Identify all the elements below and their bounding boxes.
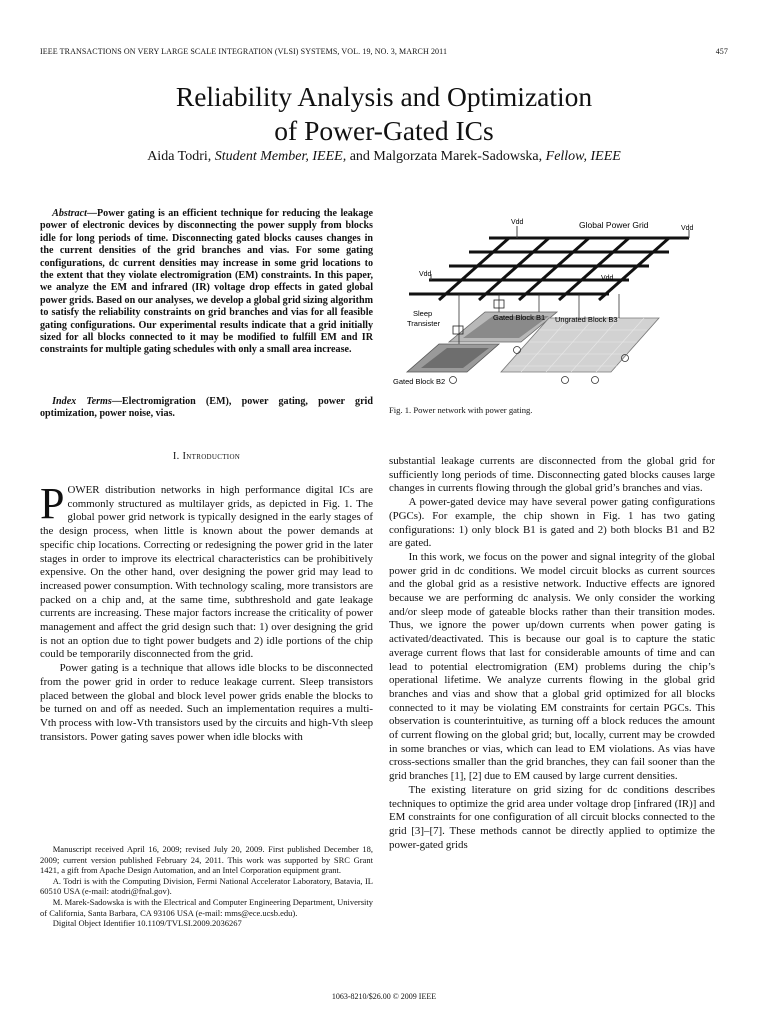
right-paragraph-1: substantial leakage currents are disconnected from the global grid for sufficiently long periods of time. Disconnecting gated blocks causes large changes in currents flowing through the global grid’s branches and vias. bbox=[389, 455, 715, 495]
author-2-name: Malgorzata Marek-Sadowska, bbox=[373, 149, 543, 164]
label-vdd-right: Vdd bbox=[681, 225, 694, 232]
global-power-grid bbox=[409, 238, 689, 300]
index-terms-lead: Index Terms bbox=[52, 396, 112, 407]
author-1-role: Student Member, IEEE, bbox=[214, 149, 347, 164]
title-line-2: of Power-Gated ICs bbox=[274, 115, 494, 146]
title-line-1: Reliability Analysis and Optimization bbox=[175, 81, 593, 112]
page-number: 457 bbox=[715, 47, 728, 56]
label-gated-block-b2: Gated Block B2 bbox=[393, 377, 446, 386]
footnote-doi: Digital Object Identifier 10.1109/TVLSI.2009.2036267 bbox=[52, 918, 242, 929]
intro-paragraph-1 bbox=[40, 479, 373, 662]
introduction-text bbox=[40, 479, 374, 744]
section-title: Introduction bbox=[182, 451, 241, 462]
index-terms bbox=[40, 396, 373, 421]
footnote-author-1: A. Todri is with the Computing Division, Fermi National Accelerator Laboratory, Batavia, IL 60510 USA (e-mail: atodri@fnal.gov). bbox=[40, 875, 373, 897]
index-terms-text: —Electromigration (EM), power gating, power grid optimization, power noise, vias. bbox=[40, 396, 373, 420]
author-list bbox=[0, 149, 768, 165]
intro-paragraph-2: Power gating is a technique that allows idle blocks to be disconnected from the power grid in order to reduce leakage current. Sleep transistors placed between the global and block level power grids enable the blocks to be turned on and off as needed. Such an implementation requires a multi-Vth process with low-Vth transistors used by the circuits and high-Vth sleep transistors. Power gating saves power when idle blocks with bbox=[40, 662, 374, 743]
label-gated-block-b1: Gated Block B1 bbox=[493, 313, 546, 322]
footnote-manuscript: Manuscript received April 16, 2009; revised July 20, 2009. First published December 18, 2009; current version published February 24, 2011. This work was supported by SRC Grant 1421, a gift from Apache Design Automation, and an Intel Corporation equipment grant. bbox=[40, 844, 373, 876]
label-global-power-grid: Global Power Grid bbox=[579, 220, 649, 230]
author-conjunction: and bbox=[349, 149, 370, 164]
label-ungated-block-b3: Ungrated Block B3 bbox=[555, 315, 618, 324]
section-number: I. bbox=[172, 451, 180, 462]
label-vdd-top: Vdd bbox=[511, 219, 524, 226]
footnote-author-2: M. Marek-Sadowska is with the Electrical and Computer Engineering Department, University of California, Santa Barbara, CA 93106 USA (e-mail: mms@ece.ucsb.edu). bbox=[40, 896, 373, 918]
right-paragraph-2: A power-gated device may have several power gating configurations (PGCs). For example, the chip shown in Fig. 1 has two gating configurations: 1) only block B1 is gated and 2) both blocks B1 and B2 are gated. bbox=[389, 496, 715, 550]
copyright-line: 1063-8210/$26.00 © 2009 IEEE bbox=[331, 992, 437, 1001]
right-column-text bbox=[389, 455, 715, 852]
right-paragraph-4: The existing literature on grid sizing for dc conditions describes techniques to optimize the grid area under voltage drop [infrared (IR)] and EM constraints for one configuration of all circuit blocks connected to the grid [3]–[7]. These methods cannot be directly applied to optimize the power-gated grids bbox=[389, 783, 715, 851]
right-paragraph-3: In this work, we focus on the power and signal integrity of the global power grid in dc conditions. We model circuit blocks as current sources and the global grid as a resistive network. Inductive effects are ignored because we are performing dc analysis. We only consider the working and/or sleep mode of gateable blocks rather than their transition modes. Thus, we ignore the power up/down currents when power gating is activated/deactivated. This is because our goal is to capture the static average current flows that last for considerable amounts of time and can lead to potential electromigration (EM) problems during the chip’s operational lifetime. We analyze currents flowing in the global grid branches and vias and show that a global grid optimized for all blocks connected to it may be violating EM constraints for certain PGCs. This observation is counterintuitive, as turning off a block reduces the amount of current flowing on the global grid; but, locally, current may be crowded in some branches or vias, which can lead to EM violations. As vias have cross-sections smaller than the grid branches, they can fail sooner than the grid branches [1], [2] due to EM caused by large current densities. bbox=[389, 550, 715, 783]
power-network-figure bbox=[389, 208, 715, 398]
author-1-name: Aida Todri, bbox=[147, 149, 212, 164]
footnotes bbox=[40, 844, 373, 929]
paper-title bbox=[0, 80, 768, 148]
label-vdd-left: Vdd bbox=[419, 271, 432, 278]
journal-name: IEEE TRANSACTIONS ON VERY LARGE SCALE INTEGRATION (VLSI) SYSTEMS, VOL. 19, NO. 3, MARCH 2011 bbox=[40, 47, 448, 56]
abstract-text: —Power gating is an efficient technique for reducing the leakage power of electronic devices by disconnecting the power supply from blocks idle for long periods of time. Disconnecting gated blocks causes changes in the current densities of the grid branches and vias. For some gating configurations, dc current densities may increase in some grid locations to the extent that they violate electromigration (EM) constraints. In this paper, we analyze the EM and infrared (IR) voltage drop effects in gated global power grids. Based on our analyses, we develop a global grid sizing algorithm to satisfy the reliability constraints on grid branches and vias for all feasible gating configurations. Our experimental results indicate that a grid initially sized for all blocks connected to it may be modified to fulfill EM and IR constraints for multiple gating schedules with only a small area increase. bbox=[40, 208, 373, 356]
abstract-lead: Abstract bbox=[52, 208, 87, 219]
label-sleep: Sleep bbox=[413, 309, 433, 318]
intro-paragraph-1-text: OWER distribution networks in high performance digital ICs are commonly structured as multilayer grids, as depicted in Fig. 1. The global power grid network is typically designed in the early stages of the design process, when little is known about the power demands at specific chip locations. Correcting or redesigning the power grid in the later stages in order to improve its electrical characteristics can be prohibitively expensive. On the other hand, over designing the power grid may lead to increased power consumption. With technology scaling, more transistors are packed on a chip and, at the same time, subthreshold and gate leakage currents are increasing. These major factors increase the criticality of power management and affect the grid design such that: 1) over designing the grid is not an option due to tight power budgets and 2) idle portions of the chip could be temporarily disconnected from the grid. bbox=[40, 484, 373, 661]
label-vdd-mid: Vdd bbox=[601, 275, 614, 282]
author-2-role: Fellow, IEEE bbox=[545, 149, 621, 164]
section-heading bbox=[40, 451, 373, 462]
abstract bbox=[40, 208, 373, 357]
drop-cap: P bbox=[40, 479, 65, 528]
label-transister: Transister bbox=[407, 319, 441, 328]
figure-caption: Fig. 1. Power network with power gating. bbox=[389, 405, 533, 415]
